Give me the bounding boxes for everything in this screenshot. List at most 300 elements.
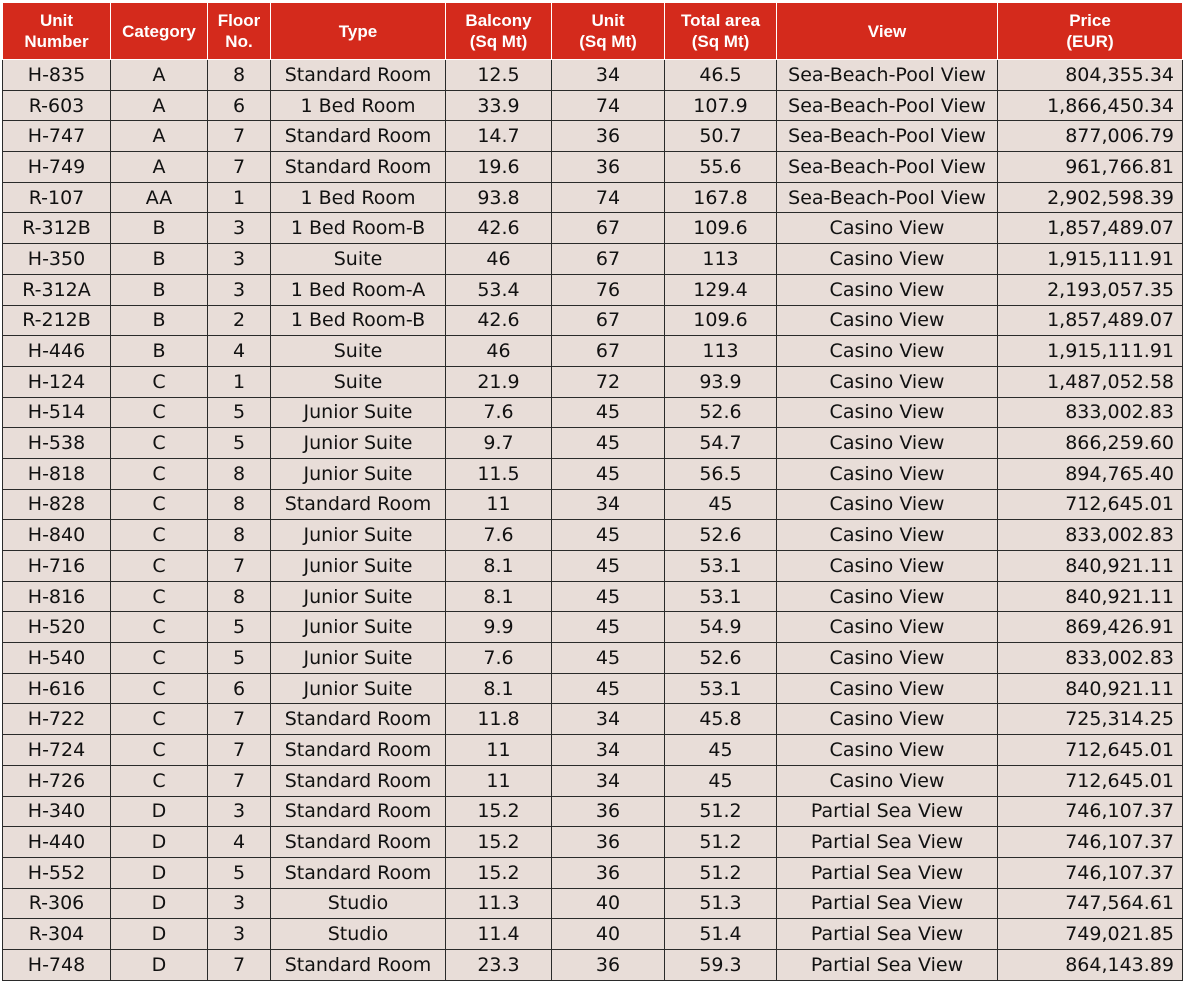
type-cell: Suite (271, 366, 446, 397)
table-row (3, 366, 1183, 397)
price-cell: 869,426.91 (998, 612, 1183, 643)
balcony-cell: 33.9 (446, 90, 552, 121)
view-cell: Sea-Beach-Pool View (777, 182, 998, 213)
total-area-cell: 129.4 (665, 274, 777, 305)
unit-number-cell: H-716 (3, 551, 111, 582)
view-cell: Partial Sea View (777, 827, 998, 858)
unit-number-cell: H-540 (3, 643, 111, 674)
floor-cell: 7 (208, 704, 271, 735)
total-area-cell: 45.8 (665, 704, 777, 735)
floor-cell: 5 (208, 428, 271, 459)
price-cell: 725,314.25 (998, 704, 1183, 735)
type-cell: Studio (271, 888, 446, 919)
unit-area-cell: 45 (552, 643, 665, 674)
view-cell: Sea-Beach-Pool View (777, 90, 998, 121)
type-cell: Standard Room (271, 735, 446, 766)
balcony-cell: 7.6 (446, 397, 552, 428)
category-cell: D (111, 949, 208, 980)
unit-area-cell: 40 (552, 888, 665, 919)
floor-cell: 3 (208, 244, 271, 275)
type-cell: 1 Bed Room-A (271, 274, 446, 305)
unit-number-cell: H-818 (3, 458, 111, 489)
view-cell: Casino View (777, 735, 998, 766)
floor-cell: 8 (208, 60, 271, 91)
view-cell: Casino View (777, 305, 998, 336)
unit-number-cell: R-603 (3, 90, 111, 121)
type-cell: 1 Bed Room (271, 182, 446, 213)
unit-number-cell: H-616 (3, 673, 111, 704)
price-cell: 2,902,598.39 (998, 182, 1183, 213)
unit-number-cell: H-350 (3, 244, 111, 275)
price-cell: 864,143.89 (998, 949, 1183, 980)
category-cell: B (111, 305, 208, 336)
unit-area-cell: 74 (552, 90, 665, 121)
category-cell: C (111, 551, 208, 582)
table-row (3, 581, 1183, 612)
view-cell: Sea-Beach-Pool View (777, 121, 998, 152)
unit-area-cell: 67 (552, 213, 665, 244)
type-cell: Standard Room (271, 827, 446, 858)
floor-cell: 7 (208, 551, 271, 582)
table-row (3, 551, 1183, 582)
category-cell: C (111, 458, 208, 489)
floor-cell: 7 (208, 949, 271, 980)
view-cell: Casino View (777, 551, 998, 582)
price-cell: 840,921.11 (998, 673, 1183, 704)
type-cell: Junior Suite (271, 458, 446, 489)
balcony-cell: 8.1 (446, 673, 552, 704)
total-area-cell: 109.6 (665, 213, 777, 244)
floor-cell: 7 (208, 121, 271, 152)
category-cell: B (111, 336, 208, 367)
unit-area-cell: 34 (552, 704, 665, 735)
floor-cell: 5 (208, 643, 271, 674)
table-row (3, 60, 1183, 91)
header-balcony: Balcony (Sq Mt) (446, 3, 552, 60)
type-cell: Junior Suite (271, 397, 446, 428)
unit-area-cell: 36 (552, 949, 665, 980)
floor-cell: 8 (208, 489, 271, 520)
type-cell: Standard Room (271, 765, 446, 796)
view-cell: Casino View (777, 704, 998, 735)
price-cell: 1,915,111.91 (998, 244, 1183, 275)
type-cell: 1 Bed Room (271, 90, 446, 121)
header-type: Type (271, 3, 446, 60)
total-area-cell: 53.1 (665, 551, 777, 582)
category-cell: D (111, 919, 208, 950)
total-area-cell: 50.7 (665, 121, 777, 152)
floor-cell: 4 (208, 336, 271, 367)
price-cell: 840,921.11 (998, 551, 1183, 582)
header-total-area: Total area (Sq Mt) (665, 3, 777, 60)
floor-cell: 3 (208, 213, 271, 244)
price-cell: 746,107.37 (998, 796, 1183, 827)
floor-cell: 5 (208, 397, 271, 428)
unit-number-cell: H-520 (3, 612, 111, 643)
view-cell: Partial Sea View (777, 919, 998, 950)
category-cell: AA (111, 182, 208, 213)
view-cell: Sea-Beach-Pool View (777, 60, 998, 91)
table-row (3, 397, 1183, 428)
price-cell: 746,107.37 (998, 857, 1183, 888)
type-cell: Junior Suite (271, 551, 446, 582)
total-area-cell: 45 (665, 765, 777, 796)
unit-area-cell: 45 (552, 520, 665, 551)
view-cell: Partial Sea View (777, 949, 998, 980)
total-area-cell: 52.6 (665, 643, 777, 674)
table-row (3, 121, 1183, 152)
type-cell: Junior Suite (271, 428, 446, 459)
price-cell: 1,487,052.58 (998, 366, 1183, 397)
balcony-cell: 11.3 (446, 888, 552, 919)
price-cell: 840,921.11 (998, 581, 1183, 612)
balcony-cell: 9.7 (446, 428, 552, 459)
type-cell: Junior Suite (271, 520, 446, 551)
price-cell: 961,766.81 (998, 152, 1183, 183)
floor-cell: 3 (208, 888, 271, 919)
header-unit-number: Unit Number (3, 3, 111, 60)
floor-cell: 7 (208, 152, 271, 183)
view-cell: Casino View (777, 520, 998, 551)
unit-number-cell: H-538 (3, 428, 111, 459)
price-cell: 1,915,111.91 (998, 336, 1183, 367)
view-cell: Casino View (777, 765, 998, 796)
total-area-cell: 52.6 (665, 397, 777, 428)
table-row (3, 428, 1183, 459)
total-area-cell: 53.1 (665, 673, 777, 704)
balcony-cell: 8.1 (446, 551, 552, 582)
unit-area-cell: 36 (552, 152, 665, 183)
type-cell: Junior Suite (271, 673, 446, 704)
unit-number-cell: H-124 (3, 366, 111, 397)
floor-cell: 1 (208, 366, 271, 397)
balcony-cell: 42.6 (446, 213, 552, 244)
floor-cell: 6 (208, 673, 271, 704)
view-cell: Casino View (777, 581, 998, 612)
category-cell: A (111, 90, 208, 121)
balcony-cell: 19.6 (446, 152, 552, 183)
view-cell: Casino View (777, 489, 998, 520)
balcony-cell: 15.2 (446, 857, 552, 888)
header-row (3, 3, 1183, 60)
unit-area-cell: 34 (552, 489, 665, 520)
balcony-cell: 11 (446, 489, 552, 520)
unit-number-cell: R-306 (3, 888, 111, 919)
total-area-cell: 51.4 (665, 919, 777, 950)
view-cell: Casino View (777, 397, 998, 428)
unit-area-cell: 36 (552, 121, 665, 152)
table-row (3, 520, 1183, 551)
floor-cell: 8 (208, 581, 271, 612)
table-row (3, 274, 1183, 305)
price-cell: 833,002.83 (998, 397, 1183, 428)
unit-area-cell: 67 (552, 336, 665, 367)
total-area-cell: 59.3 (665, 949, 777, 980)
unit-number-cell: H-724 (3, 735, 111, 766)
floor-cell: 3 (208, 274, 271, 305)
unit-number-cell: H-514 (3, 397, 111, 428)
floor-cell: 1 (208, 182, 271, 213)
table-row (3, 489, 1183, 520)
table-row (3, 673, 1183, 704)
unit-area-cell: 67 (552, 305, 665, 336)
price-cell: 804,355.34 (998, 60, 1183, 91)
table-row (3, 919, 1183, 950)
total-area-cell: 54.7 (665, 428, 777, 459)
header-unit-area: Unit (Sq Mt) (552, 3, 665, 60)
view-cell: Partial Sea View (777, 888, 998, 919)
floor-cell: 7 (208, 735, 271, 766)
price-cell: 866,259.60 (998, 428, 1183, 459)
type-cell: 1 Bed Room-B (271, 213, 446, 244)
balcony-cell: 11 (446, 735, 552, 766)
unit-area-cell: 72 (552, 366, 665, 397)
view-cell: Casino View (777, 458, 998, 489)
unit-area-cell: 40 (552, 919, 665, 950)
type-cell: Junior Suite (271, 643, 446, 674)
price-cell: 1,857,489.07 (998, 213, 1183, 244)
balcony-cell: 46 (446, 336, 552, 367)
unit-area-cell: 45 (552, 612, 665, 643)
price-cell: 833,002.83 (998, 520, 1183, 551)
table-body (3, 60, 1183, 981)
view-cell: Casino View (777, 673, 998, 704)
price-cell: 2,193,057.35 (998, 274, 1183, 305)
floor-cell: 8 (208, 520, 271, 551)
total-area-cell: 51.3 (665, 888, 777, 919)
view-cell: Partial Sea View (777, 857, 998, 888)
unit-number-cell: R-312A (3, 274, 111, 305)
unit-area-cell: 45 (552, 581, 665, 612)
view-cell: Casino View (777, 336, 998, 367)
total-area-cell: 45 (665, 735, 777, 766)
floor-cell: 7 (208, 765, 271, 796)
unit-number-cell: H-340 (3, 796, 111, 827)
total-area-cell: 45 (665, 489, 777, 520)
total-area-cell: 51.2 (665, 827, 777, 858)
type-cell: Standard Room (271, 121, 446, 152)
view-cell: Casino View (777, 612, 998, 643)
unit-number-cell: H-828 (3, 489, 111, 520)
table-row (3, 704, 1183, 735)
price-cell: 1,866,450.34 (998, 90, 1183, 121)
balcony-cell: 7.6 (446, 520, 552, 551)
type-cell: Standard Room (271, 949, 446, 980)
unit-number-cell: H-840 (3, 520, 111, 551)
category-cell: C (111, 735, 208, 766)
balcony-cell: 7.6 (446, 643, 552, 674)
price-cell: 877,006.79 (998, 121, 1183, 152)
type-cell: Standard Room (271, 60, 446, 91)
type-cell: Suite (271, 336, 446, 367)
balcony-cell: 11.5 (446, 458, 552, 489)
unit-area-cell: 34 (552, 765, 665, 796)
category-cell: C (111, 581, 208, 612)
balcony-cell: 11 (446, 765, 552, 796)
category-cell: B (111, 213, 208, 244)
price-cell: 712,645.01 (998, 765, 1183, 796)
total-area-cell: 51.2 (665, 796, 777, 827)
category-cell: C (111, 520, 208, 551)
type-cell: Standard Room (271, 857, 446, 888)
category-cell: C (111, 397, 208, 428)
balcony-cell: 46 (446, 244, 552, 275)
table-row (3, 90, 1183, 121)
units-price-table (2, 2, 1183, 981)
balcony-cell: 42.6 (446, 305, 552, 336)
table-row (3, 888, 1183, 919)
unit-number-cell: R-312B (3, 213, 111, 244)
total-area-cell: 56.5 (665, 458, 777, 489)
unit-number-cell: H-722 (3, 704, 111, 735)
category-cell: C (111, 428, 208, 459)
unit-area-cell: 45 (552, 673, 665, 704)
balcony-cell: 8.1 (446, 581, 552, 612)
unit-number-cell: H-748 (3, 949, 111, 980)
table-row (3, 213, 1183, 244)
unit-number-cell: H-749 (3, 152, 111, 183)
unit-number-cell: H-835 (3, 60, 111, 91)
price-cell: 833,002.83 (998, 643, 1183, 674)
header-category: Category (111, 3, 208, 60)
floor-cell: 8 (208, 458, 271, 489)
unit-area-cell: 36 (552, 796, 665, 827)
unit-number-cell: H-747 (3, 121, 111, 152)
price-cell: 894,765.40 (998, 458, 1183, 489)
total-area-cell: 55.6 (665, 152, 777, 183)
type-cell: Standard Room (271, 152, 446, 183)
total-area-cell: 113 (665, 336, 777, 367)
total-area-cell: 107.9 (665, 90, 777, 121)
table-row (3, 796, 1183, 827)
floor-cell: 6 (208, 90, 271, 121)
category-cell: C (111, 704, 208, 735)
unit-number-cell: H-726 (3, 765, 111, 796)
category-cell: C (111, 489, 208, 520)
table-row (3, 152, 1183, 183)
view-cell: Casino View (777, 213, 998, 244)
view-cell: Casino View (777, 643, 998, 674)
category-cell: B (111, 274, 208, 305)
type-cell: 1 Bed Room-B (271, 305, 446, 336)
header-price: Price (EUR) (998, 3, 1183, 60)
unit-area-cell: 45 (552, 458, 665, 489)
unit-number-cell: R-212B (3, 305, 111, 336)
unit-number-cell: H-816 (3, 581, 111, 612)
unit-area-cell: 45 (552, 397, 665, 428)
balcony-cell: 93.8 (446, 182, 552, 213)
balcony-cell: 15.2 (446, 827, 552, 858)
category-cell: D (111, 857, 208, 888)
unit-area-cell: 76 (552, 274, 665, 305)
balcony-cell: 23.3 (446, 949, 552, 980)
unit-area-cell: 36 (552, 827, 665, 858)
view-cell: Casino View (777, 428, 998, 459)
floor-cell: 4 (208, 827, 271, 858)
category-cell: D (111, 888, 208, 919)
category-cell: D (111, 796, 208, 827)
unit-area-cell: 45 (552, 551, 665, 582)
price-cell: 712,645.01 (998, 735, 1183, 766)
type-cell: Junior Suite (271, 581, 446, 612)
table-row (3, 949, 1183, 980)
floor-cell: 5 (208, 857, 271, 888)
category-cell: A (111, 60, 208, 91)
type-cell: Standard Room (271, 704, 446, 735)
category-cell: C (111, 366, 208, 397)
type-cell: Standard Room (271, 796, 446, 827)
floor-cell: 2 (208, 305, 271, 336)
type-cell: Junior Suite (271, 612, 446, 643)
unit-area-cell: 36 (552, 857, 665, 888)
total-area-cell: 46.5 (665, 60, 777, 91)
total-area-cell: 93.9 (665, 366, 777, 397)
view-cell: Sea-Beach-Pool View (777, 152, 998, 183)
floor-cell: 3 (208, 796, 271, 827)
table-row (3, 612, 1183, 643)
view-cell: Casino View (777, 366, 998, 397)
category-cell: A (111, 152, 208, 183)
category-cell: D (111, 827, 208, 858)
price-cell: 749,021.85 (998, 919, 1183, 950)
table-row (3, 735, 1183, 766)
table-row (3, 244, 1183, 275)
floor-cell: 3 (208, 919, 271, 950)
unit-number-cell: R-304 (3, 919, 111, 950)
total-area-cell: 167.8 (665, 182, 777, 213)
total-area-cell: 52.6 (665, 520, 777, 551)
balcony-cell: 12.5 (446, 60, 552, 91)
view-cell: Casino View (777, 244, 998, 275)
balcony-cell: 21.9 (446, 366, 552, 397)
unit-number-cell: H-552 (3, 857, 111, 888)
view-cell: Casino View (777, 274, 998, 305)
table-row (3, 857, 1183, 888)
type-cell: Studio (271, 919, 446, 950)
unit-number-cell: H-440 (3, 827, 111, 858)
balcony-cell: 11.4 (446, 919, 552, 950)
balcony-cell: 14.7 (446, 121, 552, 152)
table-row (3, 643, 1183, 674)
table-row (3, 458, 1183, 489)
category-cell: C (111, 765, 208, 796)
table-row (3, 827, 1183, 858)
total-area-cell: 54.9 (665, 612, 777, 643)
unit-area-cell: 34 (552, 60, 665, 91)
balcony-cell: 11.8 (446, 704, 552, 735)
table-row (3, 182, 1183, 213)
unit-area-cell: 67 (552, 244, 665, 275)
total-area-cell: 113 (665, 244, 777, 275)
table-row (3, 336, 1183, 367)
balcony-cell: 53.4 (446, 274, 552, 305)
total-area-cell: 109.6 (665, 305, 777, 336)
price-cell: 712,645.01 (998, 489, 1183, 520)
total-area-cell: 51.2 (665, 857, 777, 888)
price-cell: 1,857,489.07 (998, 305, 1183, 336)
price-cell: 746,107.37 (998, 827, 1183, 858)
unit-area-cell: 45 (552, 428, 665, 459)
total-area-cell: 53.1 (665, 581, 777, 612)
unit-area-cell: 74 (552, 182, 665, 213)
price-cell: 747,564.61 (998, 888, 1183, 919)
view-cell: Partial Sea View (777, 796, 998, 827)
unit-area-cell: 34 (552, 735, 665, 766)
table-row (3, 305, 1183, 336)
unit-number-cell: H-446 (3, 336, 111, 367)
floor-cell: 5 (208, 612, 271, 643)
category-cell: A (111, 121, 208, 152)
